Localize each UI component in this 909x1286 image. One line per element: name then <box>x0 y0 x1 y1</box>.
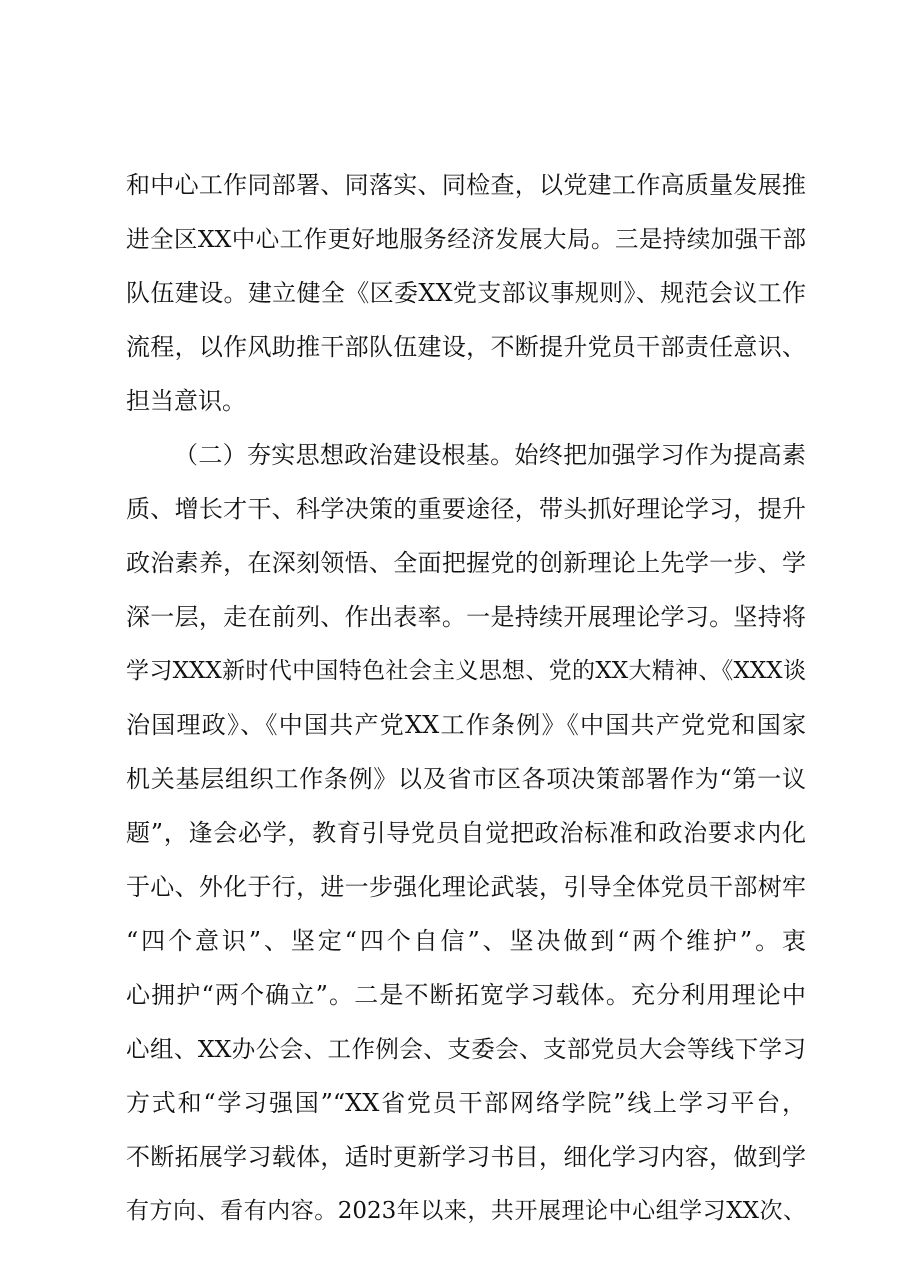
text-line-18: 方式和“学习强国”“XX省党员干部网络学院”线上学习平台， <box>126 1089 806 1117</box>
text-line-10: 学习XXX新时代中国特色社会主义思想、党的XX大精神、《XXX谈 <box>126 658 806 684</box>
text-line-3: 队伍建设。建立健全《区委XX党支部议事规则》、规范会议工作 <box>126 279 806 307</box>
text-line-5: 担当意识。 <box>126 387 246 415</box>
text-line-2: 进全区XX中心工作更好地服务经济发展大局。三是持续加强干部 <box>126 225 806 253</box>
text-line-19: 不断拓展学习载体，适时更新学习书目，细化学习内容，做到学 <box>126 1143 806 1171</box>
section-heading-line: （二）夯实思想政治建设根基。始终把加强学习作为提高素 <box>174 441 806 469</box>
text-line-14: 于心、外化于行，进一步强化理论武装，引导全体党员干部树牢 <box>126 873 806 901</box>
text-line-12: 机关基层组织工作条例》以及省市区各项决策部署作为“第一议 <box>126 765 806 793</box>
body-text <box>126 158 806 1238</box>
text-line-7: 质、增长才干、科学决策的重要途径，带头抓好理论学习，提升 <box>126 495 806 523</box>
text-line-13: 题”，逢会必学，教育引导党员自觉把政治标准和政治要求内化 <box>126 819 806 847</box>
text-line-20: 有方向、看有内容。2023年以来，共开展理论中心组学习XX次、 <box>126 1198 806 1224</box>
text-line-17: 心组、XX办公会、工作例会、支委会、支部党员大会等线下学习 <box>126 1035 806 1063</box>
text-line-16: 心拥护“两个确立”。二是不断拓宽学习载体。充分利用理论中 <box>126 981 806 1009</box>
text-line-15: “四个意识”、坚定“四个自信”、坚决做到“两个维护”。衷 <box>126 927 806 955</box>
text-line-4: 流程，以作风助推干部队伍建设，不断提升党员干部责任意识、 <box>126 333 806 361</box>
text-line-11: 治国理政》、《中国共产党XX工作条例》《中国共产党党和国家 <box>126 711 806 739</box>
text-line-9: 深一层，走在前列、作出表率。一是持续开展理论学习。坚持将 <box>126 603 806 631</box>
text-line-1: 和中心工作同部署、同落实、同检查，以党建工作高质量发展推 <box>126 171 806 199</box>
text-line-8: 政治素养，在深刻领悟、全面把握党的创新理论上先学一步、学 <box>126 549 806 577</box>
